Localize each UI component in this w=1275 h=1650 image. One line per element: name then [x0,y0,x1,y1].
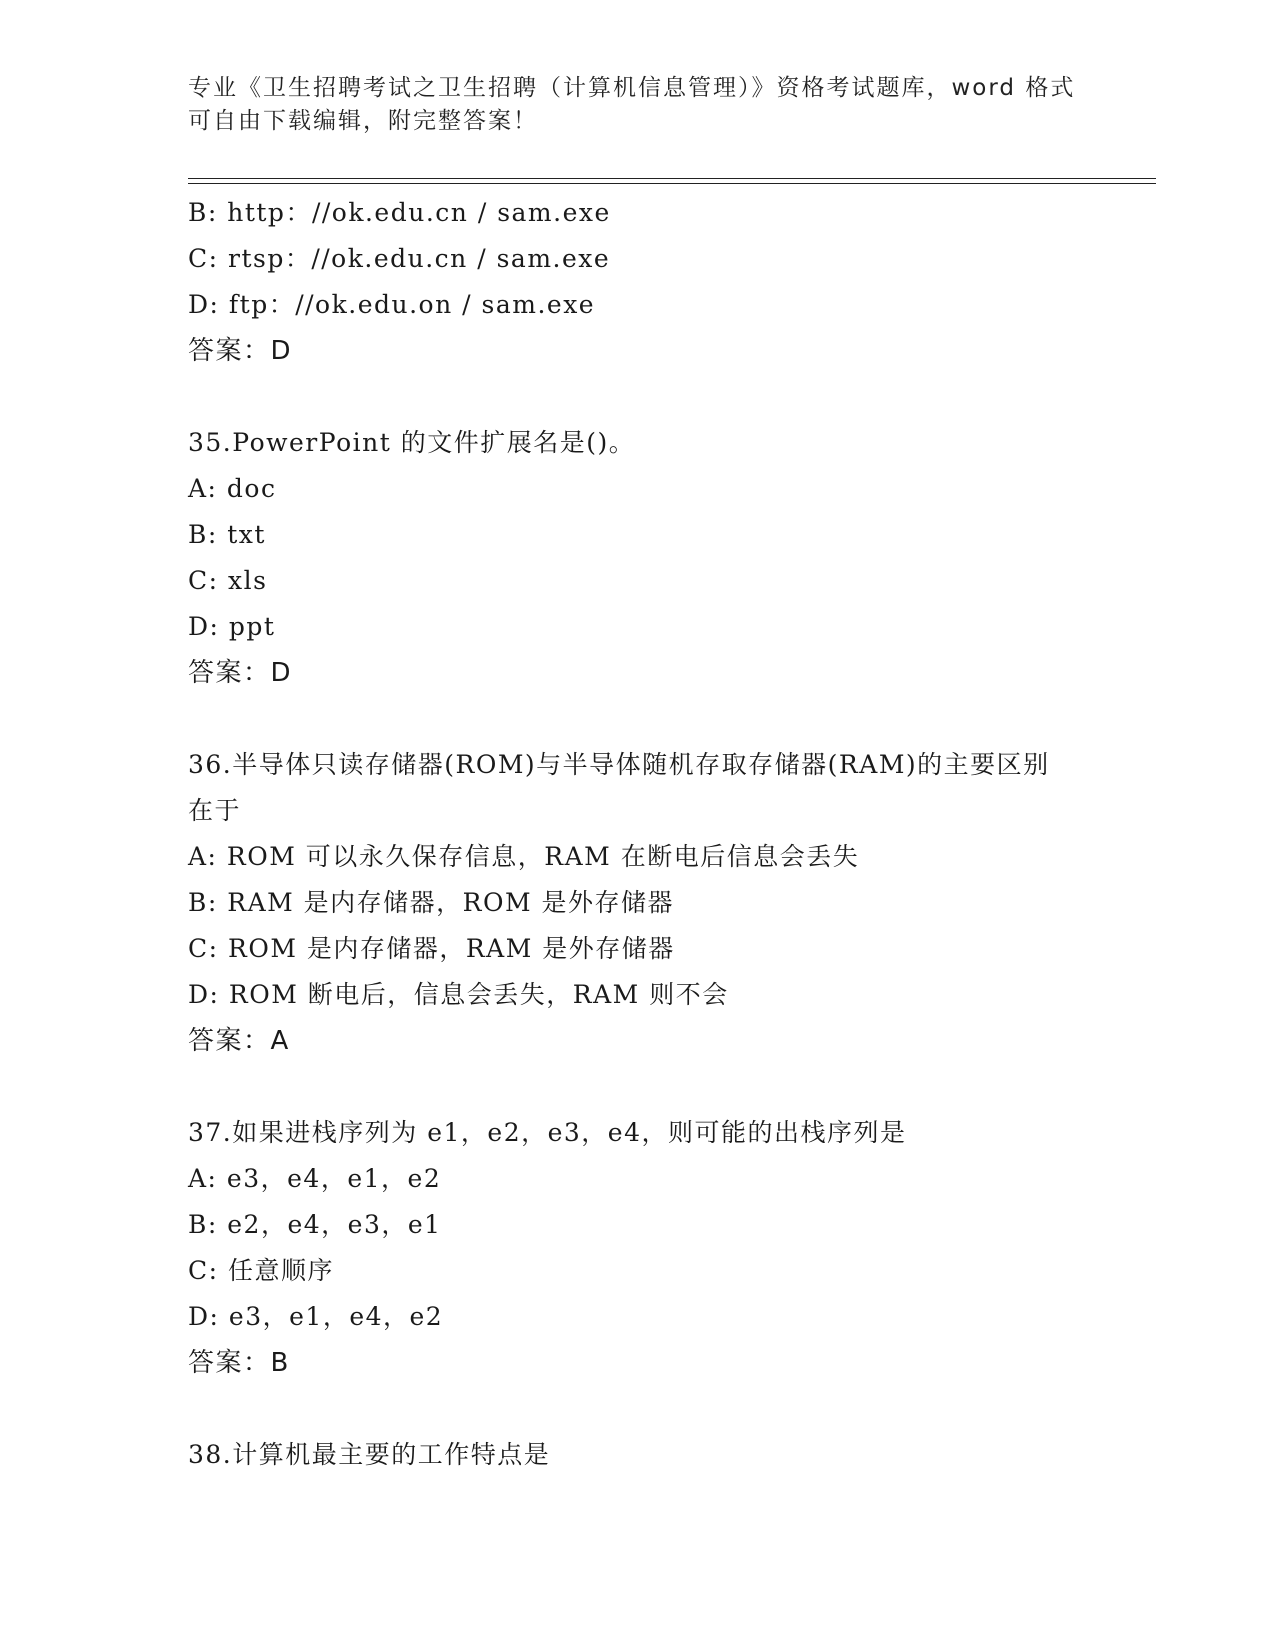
header-line-2: 可自由下载编辑，附完整答案！ [188,108,538,134]
question-text-line-2: 在于 [188,796,242,825]
document-header [188,72,1088,138]
answer-line: 答案：A [188,1026,290,1056]
question-text: 35.PowerPoint 的文件扩展名是()。 [188,428,636,457]
answer-line: 答案：D [188,658,293,688]
option-c: C: ROM 是内存储器，RAM 是外存储器 [188,934,675,963]
spacer [188,1386,1088,1432]
option-b: B: txt [188,520,266,549]
question-block-38 [188,1432,1088,1478]
answer-line: 答案：B [188,1348,290,1378]
question-text-line-1: 36.半导体只读存储器(ROM)与半导体随机存取存储器(RAM)的主要区别 [188,750,1050,779]
spacer [188,374,1088,420]
question-text: 37.如果进栈序列为 e1，e2，e3，e4，则可能的出栈序列是 [188,1118,907,1147]
question-block-35 [188,420,1088,696]
answer-line: 答案：D [188,336,293,366]
option-b: B: http：//ok.edu.cn / sam.exe [188,198,611,227]
header-line-1: 专业《卫生招聘考试之卫生招聘（计算机信息管理）》资格考试题库，word 格式 [188,75,1076,101]
option-d: D: e3，e1，e4，e2 [188,1302,444,1331]
option-c: C: xls [188,566,268,595]
option-a: A: e3，e4，e1，e2 [188,1164,442,1193]
spacer [188,696,1088,742]
question-block-37 [188,1110,1088,1386]
option-a: A: doc [188,474,277,503]
option-b: B: e2，e4，e3，e1 [188,1210,442,1239]
question-text: 38.计算机最主要的工作特点是 [188,1440,551,1469]
option-d: D: ppt [188,612,276,641]
option-b: B: RAM 是内存储器，ROM 是外存储器 [188,888,675,917]
question-block-36 [188,742,1088,1064]
question-block-prev [188,190,1088,374]
option-a: A: ROM 可以永久保存信息，RAM 在断电后信息会丢失 [188,842,860,871]
header-rule-bottom [188,183,1156,184]
option-c: C: rtsp：//ok.edu.cn / sam.exe [188,244,611,273]
header-rule-top [188,178,1156,179]
question-list [188,190,1088,1478]
option-d: D: ftp：//ok.edu.on / sam.exe [188,290,596,319]
spacer [188,1064,1088,1110]
option-d: D: ROM 断电后，信息会丢失，RAM 则不会 [188,980,729,1009]
option-c: C: 任意顺序 [188,1256,334,1285]
